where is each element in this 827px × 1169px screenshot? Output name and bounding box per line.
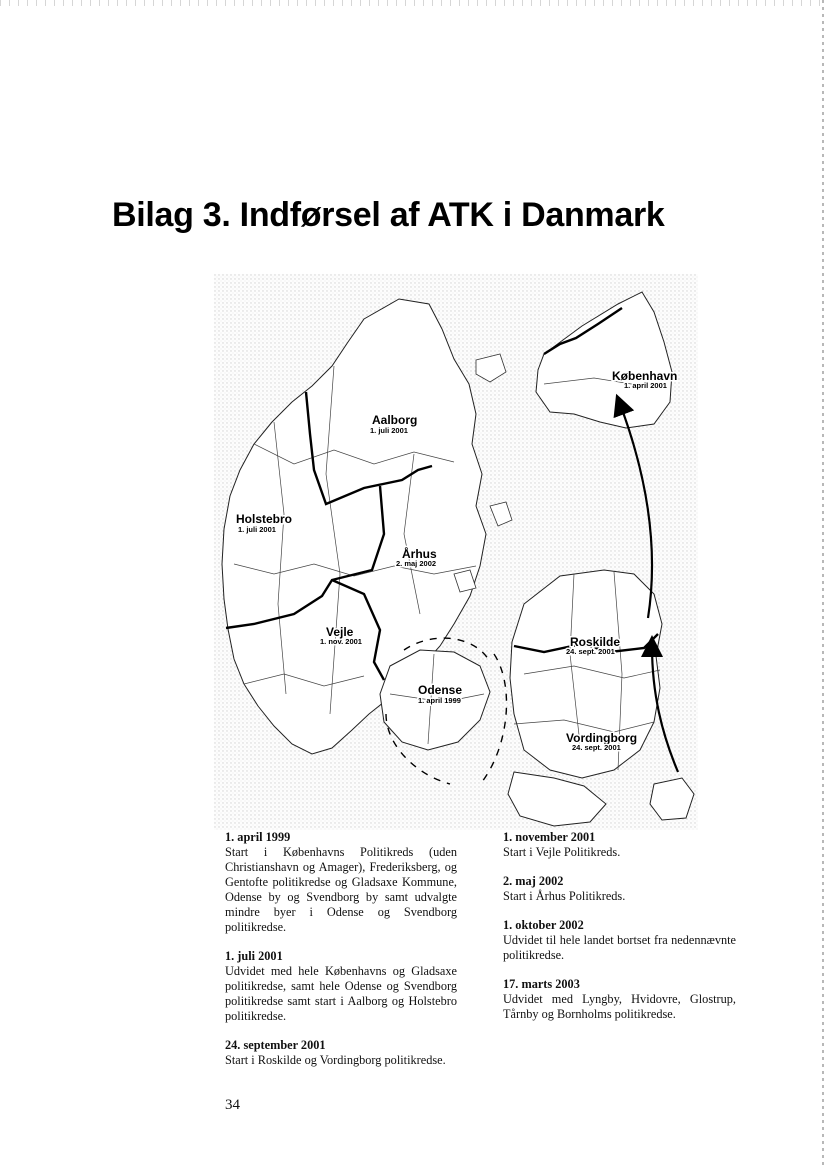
city-name: Aalborg (372, 413, 418, 427)
timeline-entry (503, 918, 736, 963)
city-date: 1. nov. 2001 (320, 637, 362, 646)
entry-date: 24. september 2001 (225, 1038, 326, 1052)
city-name: Vordingborg (566, 731, 638, 745)
city-date: 1. juli 2001 (238, 525, 276, 534)
entry-text: Start i Københavns Politikreds (uden Christianshavn og Amager), Frederiksberg, og Gentofte politikredse og Gladsaxe Kommune, Odense by og Svendborg by samt udvalgte mindre byer i Odense og Svendborg politikredse. (225, 845, 457, 934)
city-date: 24. sept. 2001 (572, 743, 621, 752)
timeline-entry (503, 977, 736, 1022)
entry-date: 2. maj 2002 (503, 874, 564, 888)
city-name: Vejle (326, 625, 354, 639)
timeline-entry (225, 949, 457, 1024)
city-date: 1. april 2001 (624, 381, 667, 390)
entry-text: Start i Århus Politikreds. (503, 889, 626, 903)
city-date: 24. sept. 2001 (566, 647, 615, 656)
timeline-right-column (503, 830, 736, 1036)
scan-edge-right (822, 0, 824, 1169)
timeline-entry (503, 830, 736, 860)
city-name: Århus (402, 547, 437, 561)
city-name: Odense (418, 683, 463, 697)
city-date: 1. juli 2001 (370, 426, 408, 435)
city-date: 2. maj 2002 (396, 559, 437, 568)
scan-edge-top (0, 0, 827, 6)
denmark-map (214, 274, 698, 830)
map-label-roskilde (566, 635, 620, 656)
entry-text: Start i Roskilde og Vordingborg politikredse. (225, 1053, 446, 1067)
city-name: Holstebro (236, 512, 293, 526)
entry-date: 1. oktober 2002 (503, 918, 584, 932)
page-title: Bilag 3. Indførsel af ATK i Danmark (112, 196, 665, 234)
timeline-entry (225, 830, 457, 935)
timeline-left-column (225, 830, 457, 1082)
timeline-entry (225, 1038, 457, 1068)
timeline-entry (503, 874, 736, 904)
city-name: København (612, 369, 678, 383)
entry-date: 1. juli 2001 (225, 949, 283, 963)
entry-text: Udvidet med Lyngby, Hvidovre, Glostrup, Tårnby og Bornholms politikredse. (503, 992, 736, 1021)
page-number: 34 (225, 1097, 240, 1113)
entry-date: 1. april 1999 (225, 830, 291, 844)
entry-date: 1. november 2001 (503, 830, 596, 844)
map-label-arhus (396, 546, 437, 568)
entry-text: Udvidet til hele landet bortset fra nedennævnte politikredse. (503, 933, 736, 962)
city-name: Roskilde (570, 635, 621, 649)
entry-date: 17. marts 2003 (503, 977, 580, 991)
entry-text: Start i Vejle Politikreds. (503, 845, 621, 859)
city-date: 1. april 1999 (418, 696, 461, 705)
entry-text: Udvidet med hele Københavns og Gladsaxe politikredse, samt hele Odense og Svendborg politikredse samt start i Aalborg og Holstebro politikredse. (225, 964, 457, 1023)
map-label-odense (418, 683, 462, 705)
